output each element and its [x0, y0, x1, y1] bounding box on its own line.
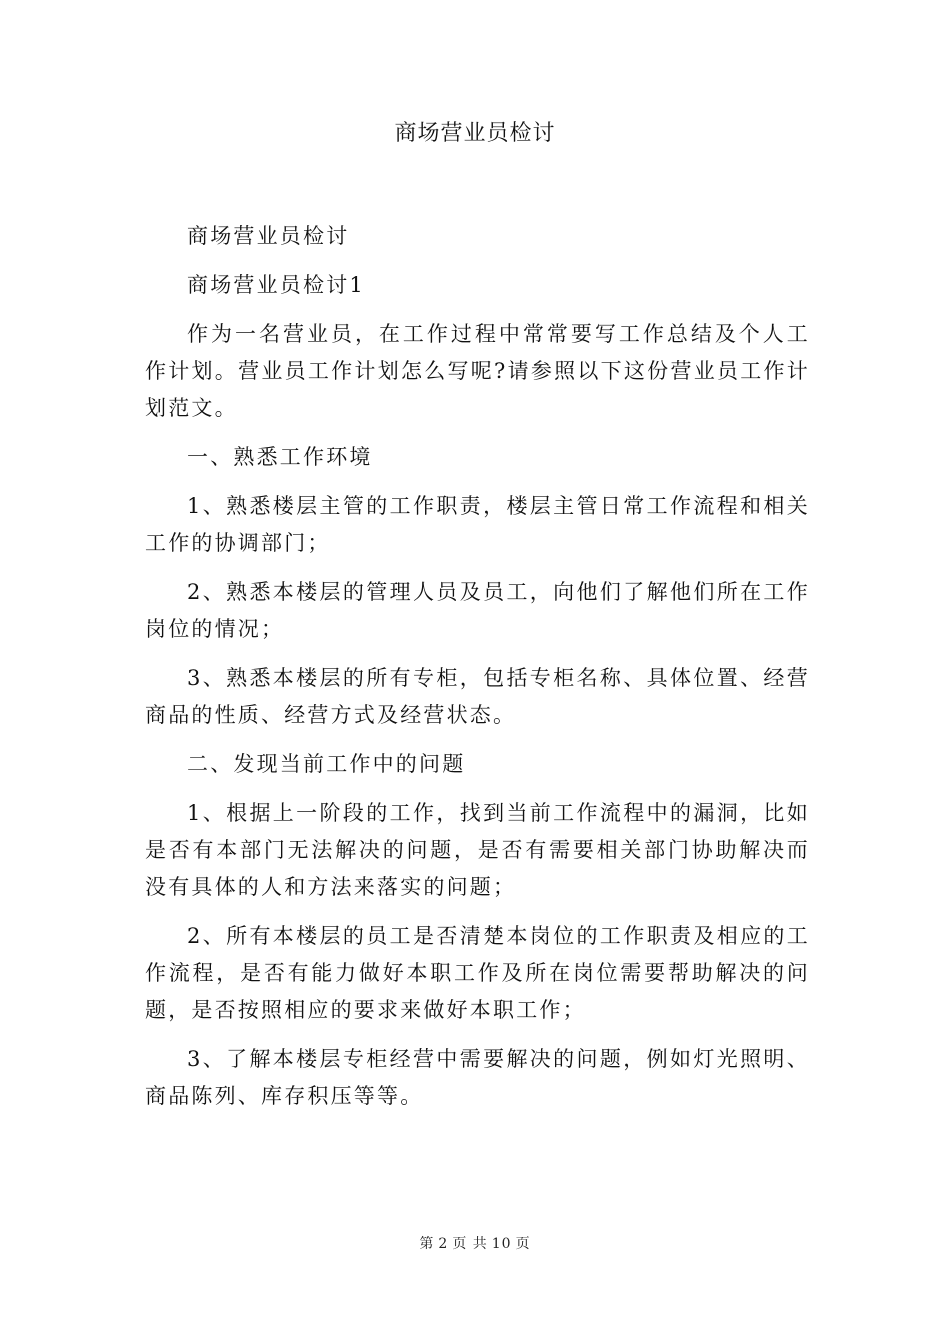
footer-current-page: 2 [438, 1236, 449, 1252]
footer-total-pages: 10 [491, 1236, 512, 1252]
section-heading-2: 二、发现当前工作中的问题 [187, 752, 466, 776]
paragraph-item: 3、了解本楼层专柜经营中需要解决的问题，例如灯光照明、商品陈列、库存积压等等。 [145, 1047, 810, 1108]
section-heading-1: 一、熟悉工作环境 [187, 445, 373, 469]
footer-middle: 页 共 [452, 1236, 488, 1252]
paragraph-item: 2、熟悉本楼层的管理人员及员工，向他们了解他们所在工作岗位的情况； [145, 580, 810, 641]
paragraph-heading: 商场营业员检讨 [187, 224, 350, 248]
paragraph-item: 1、熟悉楼层主管的工作职责，楼层主管日常工作流程和相关工作的协调部门； [145, 494, 810, 555]
paragraph-intro: 作为一名营业员，在工作过程中常常要写工作总结及个人工作计划。营业员工作计划怎么写呢?请参照以下这份营业员工作计划范文。 [145, 322, 810, 420]
paragraph-item: 1、根据上一阶段的工作，找到当前工作流程中的漏洞，比如是否有本部门无法解决的问题，是否有需要相关部门协助解决而没有具体的人和方法来落实的问题； [145, 801, 810, 899]
document-title: 商场营业员检讨 [394, 121, 556, 146]
paragraph-item: 2、所有本楼层的员工是否清楚本岗位的工作职责及相应的工作流程，是否有能力做好本职工作及所在岗位需要帮助解决的问题，是否按照相应的要求来做好本职工作； [145, 924, 810, 1022]
document-body [145, 218, 810, 1127]
footer-suffix: 页 [515, 1236, 531, 1252]
page-number-footer [0, 1234, 950, 1254]
paragraph-subheading: 商场营业员检讨1 [187, 273, 365, 297]
footer-prefix: 第 [419, 1236, 435, 1252]
paragraph-item: 3、熟悉本楼层的所有专柜，包括专柜名称、具体位置、经营商品的性质、经营方式及经营状态。 [145, 666, 810, 727]
